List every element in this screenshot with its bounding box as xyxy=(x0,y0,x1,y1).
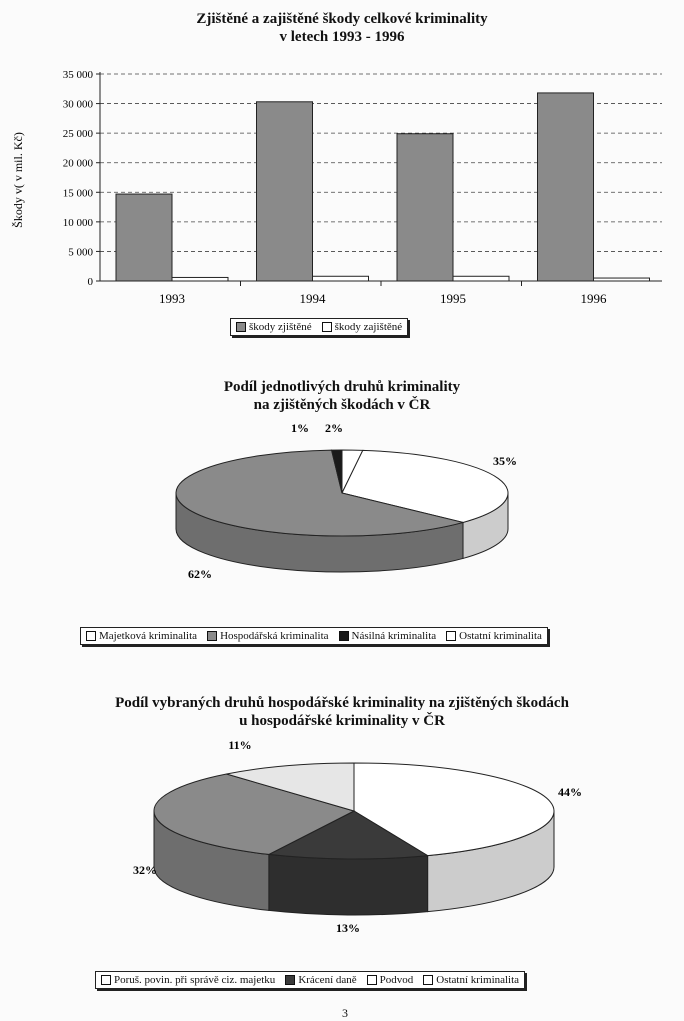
pie1-value-label: 2% xyxy=(325,421,343,435)
pie1-value-label: 62% xyxy=(188,567,212,581)
y-tick-label: 25 000 xyxy=(62,128,93,141)
legend-item-skody-zajistene xyxy=(322,321,403,333)
legend-item-hospodarska xyxy=(207,630,328,642)
legend-item-ostatni xyxy=(423,974,519,986)
y-tick-label: 10 000 xyxy=(62,216,93,229)
legend-swatch-skody-zjistene xyxy=(236,322,246,332)
bar-1996-zajistene xyxy=(594,278,650,281)
legend-item-nasilna xyxy=(339,630,437,642)
y-tick-label: 20 000 xyxy=(62,157,93,170)
bar-1995-zajistene xyxy=(453,276,509,281)
bar-chart-title-line2: v letech 1993 - 1996 xyxy=(279,29,405,45)
pie-chart-1 xyxy=(0,410,684,660)
x-tick-label: 1996 xyxy=(580,291,607,306)
y-tick-label: 15 000 xyxy=(62,187,93,200)
pie2-value-label: 32% xyxy=(133,863,157,877)
bar-1993-zjistene xyxy=(116,194,172,281)
legend-label: Ostatní kriminalita xyxy=(459,630,542,642)
legend-label: Hospodářská kriminalita xyxy=(220,630,329,642)
bar-1995-zjistene xyxy=(397,134,453,281)
pie2-value-label: 44% xyxy=(558,785,582,799)
legend-item-kraceni-dane xyxy=(285,974,356,986)
bar-chart-section xyxy=(0,0,684,345)
legend-item-skody-zjistene xyxy=(236,321,312,333)
legend-swatch xyxy=(101,975,111,985)
pie-chart-1-section xyxy=(0,370,684,660)
pie-chart-2-title-line1: Podíl vybraných druhů hospodářské kriminality na zjištěných škodách xyxy=(115,695,569,711)
y-tick-label: 5 000 xyxy=(68,246,93,259)
legend-item-ostatni xyxy=(446,630,542,642)
legend-swatch xyxy=(285,975,295,985)
legend-swatch xyxy=(446,631,456,641)
legend-label: Poruš. povin. při správě ciz. majetku xyxy=(114,974,276,986)
legend-label: Majetková kriminalita xyxy=(99,630,198,642)
legend-item-podvod xyxy=(367,974,414,986)
pie-chart-1-title-line1: Podíl jednotlivých druhů kriminality xyxy=(223,379,461,395)
pie-chart-2 xyxy=(0,734,684,999)
legend-swatch xyxy=(207,631,217,641)
legend-item-majetkova xyxy=(86,630,197,642)
legend-label: Ostatní kriminalita xyxy=(436,974,520,986)
pie-chart-2-title-line2: u hospodářské kriminality v ČR xyxy=(239,713,445,729)
pie-chart-2-title xyxy=(0,694,684,730)
legend-swatch xyxy=(423,975,433,985)
pie1-value-label: 35% xyxy=(493,454,517,468)
x-tick-label: 1993 xyxy=(159,291,185,306)
y-tick-label: 0 xyxy=(87,276,93,288)
legend-label: Podvod xyxy=(379,974,414,986)
bar-1994-zjistene xyxy=(257,102,313,281)
bar-chart-legend xyxy=(230,318,408,336)
bar-1993-zajistene xyxy=(172,277,228,281)
legend-swatch xyxy=(86,631,96,641)
pie1-value-label: 1% xyxy=(291,421,309,435)
y-axis-label: Škody v( v mil. Kč) xyxy=(11,132,25,228)
x-tick-label: 1995 xyxy=(440,291,466,306)
x-tick-label: 1994 xyxy=(299,291,326,306)
pie-chart-1-title xyxy=(0,378,684,414)
legend-swatch xyxy=(339,631,349,641)
y-tick-label: 30 000 xyxy=(62,98,93,111)
legend-item-porus-povin xyxy=(101,974,275,986)
pie-chart-2-legend xyxy=(95,971,525,989)
pie-chart-1-title-line2: na zjištěných škodách v ČR xyxy=(253,397,431,413)
bar-chart-title-line1: Zjištěné a zajištěné škody celkové kriminality xyxy=(196,11,488,27)
page-number: 3 xyxy=(342,1006,348,1020)
legend-label: Krácení daně xyxy=(298,974,357,986)
pie-chart-1-legend xyxy=(80,627,548,645)
bar-1994-zajistene xyxy=(313,276,369,281)
pie2-side-1 xyxy=(269,854,428,915)
pie2-value-label: 11% xyxy=(228,738,252,752)
legend-swatch xyxy=(367,975,377,985)
bar-1996-zjistene xyxy=(538,93,594,281)
pie2-value-label: 13% xyxy=(336,921,360,935)
pie-chart-2-section xyxy=(0,690,684,1000)
legend-label: škody zajištěné xyxy=(334,321,403,333)
legend-label: škody zjištěné xyxy=(249,321,312,333)
legend-label: Násilná kriminalita xyxy=(351,630,437,642)
y-tick-label: 35 000 xyxy=(62,69,93,81)
bar-chart xyxy=(0,0,684,315)
legend-swatch-skody-zajistene xyxy=(322,322,332,332)
